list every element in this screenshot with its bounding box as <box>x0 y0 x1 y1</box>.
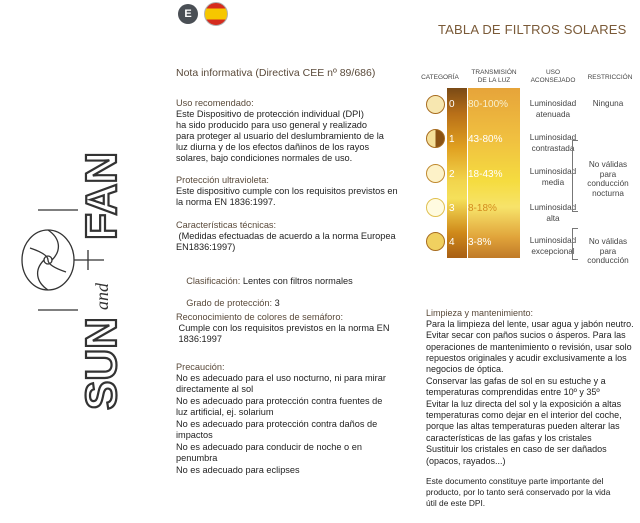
caution-line: No es adecuado para el uso nocturno, ni para mirar <box>176 373 386 383</box>
uv-heading: Protección ultravioleta: <box>176 175 269 185</box>
category-number: 1 <box>449 134 455 145</box>
header-category: CATEGORÍA <box>421 74 459 81</box>
caution-line: No es adecuado para protección contra daños de <box>176 419 378 429</box>
clean-line: Conservar las gafas de sol en su estuche y a <box>426 376 606 386</box>
header-transmission <box>466 69 522 84</box>
restriction-none: Ninguna <box>592 99 624 108</box>
use-line: Luminosidad <box>529 99 577 108</box>
sun-icon <box>426 164 445 183</box>
clean-line: operaciones de mantenimiento o revisión, usar solo <box>426 342 632 352</box>
tech-line: EN1836:1997) <box>176 242 236 252</box>
clean-line: repuestos originales y acudir exclusivamente a los <box>426 353 627 363</box>
header-use-line: ACONSEJADO <box>530 76 576 84</box>
header-use-line: USO <box>545 69 561 76</box>
restriction-line: nocturna <box>592 188 624 198</box>
tech-heading: Características técnicas: <box>176 220 277 230</box>
clean-heading: Limpieza y mantenimiento: <box>426 308 534 318</box>
transmission-value: 18-43% <box>468 169 503 180</box>
final-line: Este documento constituye parte importante del <box>426 476 604 486</box>
use-line: ha sido producido para uso general y realizado <box>176 120 368 130</box>
restriction-brace <box>572 140 578 212</box>
use-line: Luminosidad <box>529 133 577 142</box>
bright-sun-icon <box>426 198 445 217</box>
restriction-line: para <box>599 246 617 256</box>
traffic-line: Cumple con los requisitos previstos en la norma EN <box>176 323 390 333</box>
caution-line: No es adecuado para protección contra fuentes de <box>176 396 383 406</box>
logo-text-and: and <box>92 283 112 310</box>
restriction-driving <box>580 237 636 266</box>
caution-line: directamente al sol <box>176 384 254 394</box>
half-sun-icon <box>426 129 445 148</box>
intense-sun-icon <box>426 232 445 251</box>
category-number: 2 <box>449 169 455 180</box>
sun-cloud-icon <box>426 95 445 114</box>
restriction-night <box>580 160 636 198</box>
caution-line: impactos <box>176 430 213 440</box>
use-line: solares, bajo condiciones normales de uso. <box>176 153 353 163</box>
use-line: atenuada <box>535 109 571 119</box>
transmission-value: 3-8% <box>468 237 492 248</box>
spain-flag-icon <box>204 2 228 26</box>
classification-value: Lentes con filtros normales <box>240 276 353 287</box>
restriction-line: No válidas <box>588 237 628 246</box>
use-line: contrastada <box>531 143 575 153</box>
use-line: para proteger al usuario del deslumbramiento de la <box>176 131 384 141</box>
clean-line: Sustituir los cristales en caso de ser dañados <box>426 444 607 454</box>
uv-line: Este dispositivo cumple con los requisitos previstos en <box>176 186 398 196</box>
logo-text-fan: FAN <box>77 152 126 240</box>
restriction-line: conducción <box>587 256 629 265</box>
header-use <box>524 69 582 84</box>
caution-line: penumbra <box>176 453 218 463</box>
clean-line: negocios de óptica. <box>426 364 504 374</box>
use-line: Luminosidad <box>529 203 577 212</box>
grade-value: 3 <box>272 298 280 309</box>
traffic-line: 1836:1997 <box>176 334 222 344</box>
restriction-brace <box>572 228 578 260</box>
header-transmission-line: DE LA LUZ <box>477 76 511 84</box>
clean-line: temperaturas comprendidas entre 10º y 35º <box>426 387 600 397</box>
restriction-line: para <box>599 169 617 179</box>
use-line: alta <box>546 213 560 223</box>
caution-heading: Precaución: <box>176 362 225 372</box>
clean-line: Para la limpieza del lente, usar agua y jabón neutro. <box>426 319 634 329</box>
clean-line: temperaturas como dejar en el interior del coche, <box>426 410 622 420</box>
category-number: 3 <box>449 203 455 214</box>
transmission-value: 80-100% <box>468 99 509 110</box>
final-line: producto, por lo tanto será conservado por la vida <box>426 487 611 497</box>
header-transmission-line: TRANSMISIÓN <box>471 69 517 76</box>
clean-line: (opacos, rayados...) <box>426 456 506 466</box>
note-title: Nota informativa (Directiva CEE nº 89/686) <box>176 67 376 79</box>
transmission-value: 43-80% <box>468 134 503 145</box>
language-badge: E <box>178 4 198 24</box>
logo-text-sun: SUN <box>77 317 126 410</box>
uv-line: la norma EN 1836:1997. <box>176 197 276 207</box>
use-line: Este Dispositivo de protección individual (DPI) <box>176 109 364 119</box>
traffic-heading: Reconocimiento de colores de semáforo: <box>176 312 343 322</box>
use-line: Luminosidad <box>529 236 577 245</box>
use-line: Luminosidad <box>529 167 577 176</box>
caution-line: luz artificial, ej. solarium <box>176 407 274 417</box>
use-heading: Uso recomendado: <box>176 98 254 108</box>
use-line: luz diurna y de los efectos dañinos de los rayos <box>176 142 370 152</box>
classification-label: Clasificación: <box>186 276 241 287</box>
category-number: 0 <box>449 99 455 110</box>
category-number: 4 <box>449 237 455 248</box>
caution-line: No es adecuado para eclipses <box>176 465 300 475</box>
tech-line: (Medidas efectuadas de acuerdo a la norma Europea <box>176 231 396 241</box>
grade-label: Grado de protección: <box>186 298 273 309</box>
clean-line: Evitar la luz directa del sol y la exposición a altas <box>426 399 622 409</box>
use-line: excepcional <box>531 246 575 256</box>
clean-line: porque las altas temperaturas pueden alterar las <box>426 421 620 431</box>
caution-line: No es adecuado para conducir de noche o en <box>176 442 362 452</box>
header-restriction: RESTRICCIÓN <box>587 74 633 81</box>
clean-line: Evitar secar con paños sucios o ásperos. Para las <box>426 330 626 340</box>
restriction-line: No válidas <box>588 160 628 169</box>
use-value <box>520 99 586 120</box>
transmission-value: 8-18% <box>468 203 497 214</box>
final-line: útil de este DPI. <box>426 498 486 508</box>
sun-and-fan-logo <box>8 110 126 410</box>
restriction-line: conducción <box>587 179 629 188</box>
use-line: media <box>541 177 565 187</box>
table-title: TABLA DE FILTROS SOLARES <box>438 22 627 37</box>
clean-line: características de las gafas y los cristales <box>426 433 592 443</box>
